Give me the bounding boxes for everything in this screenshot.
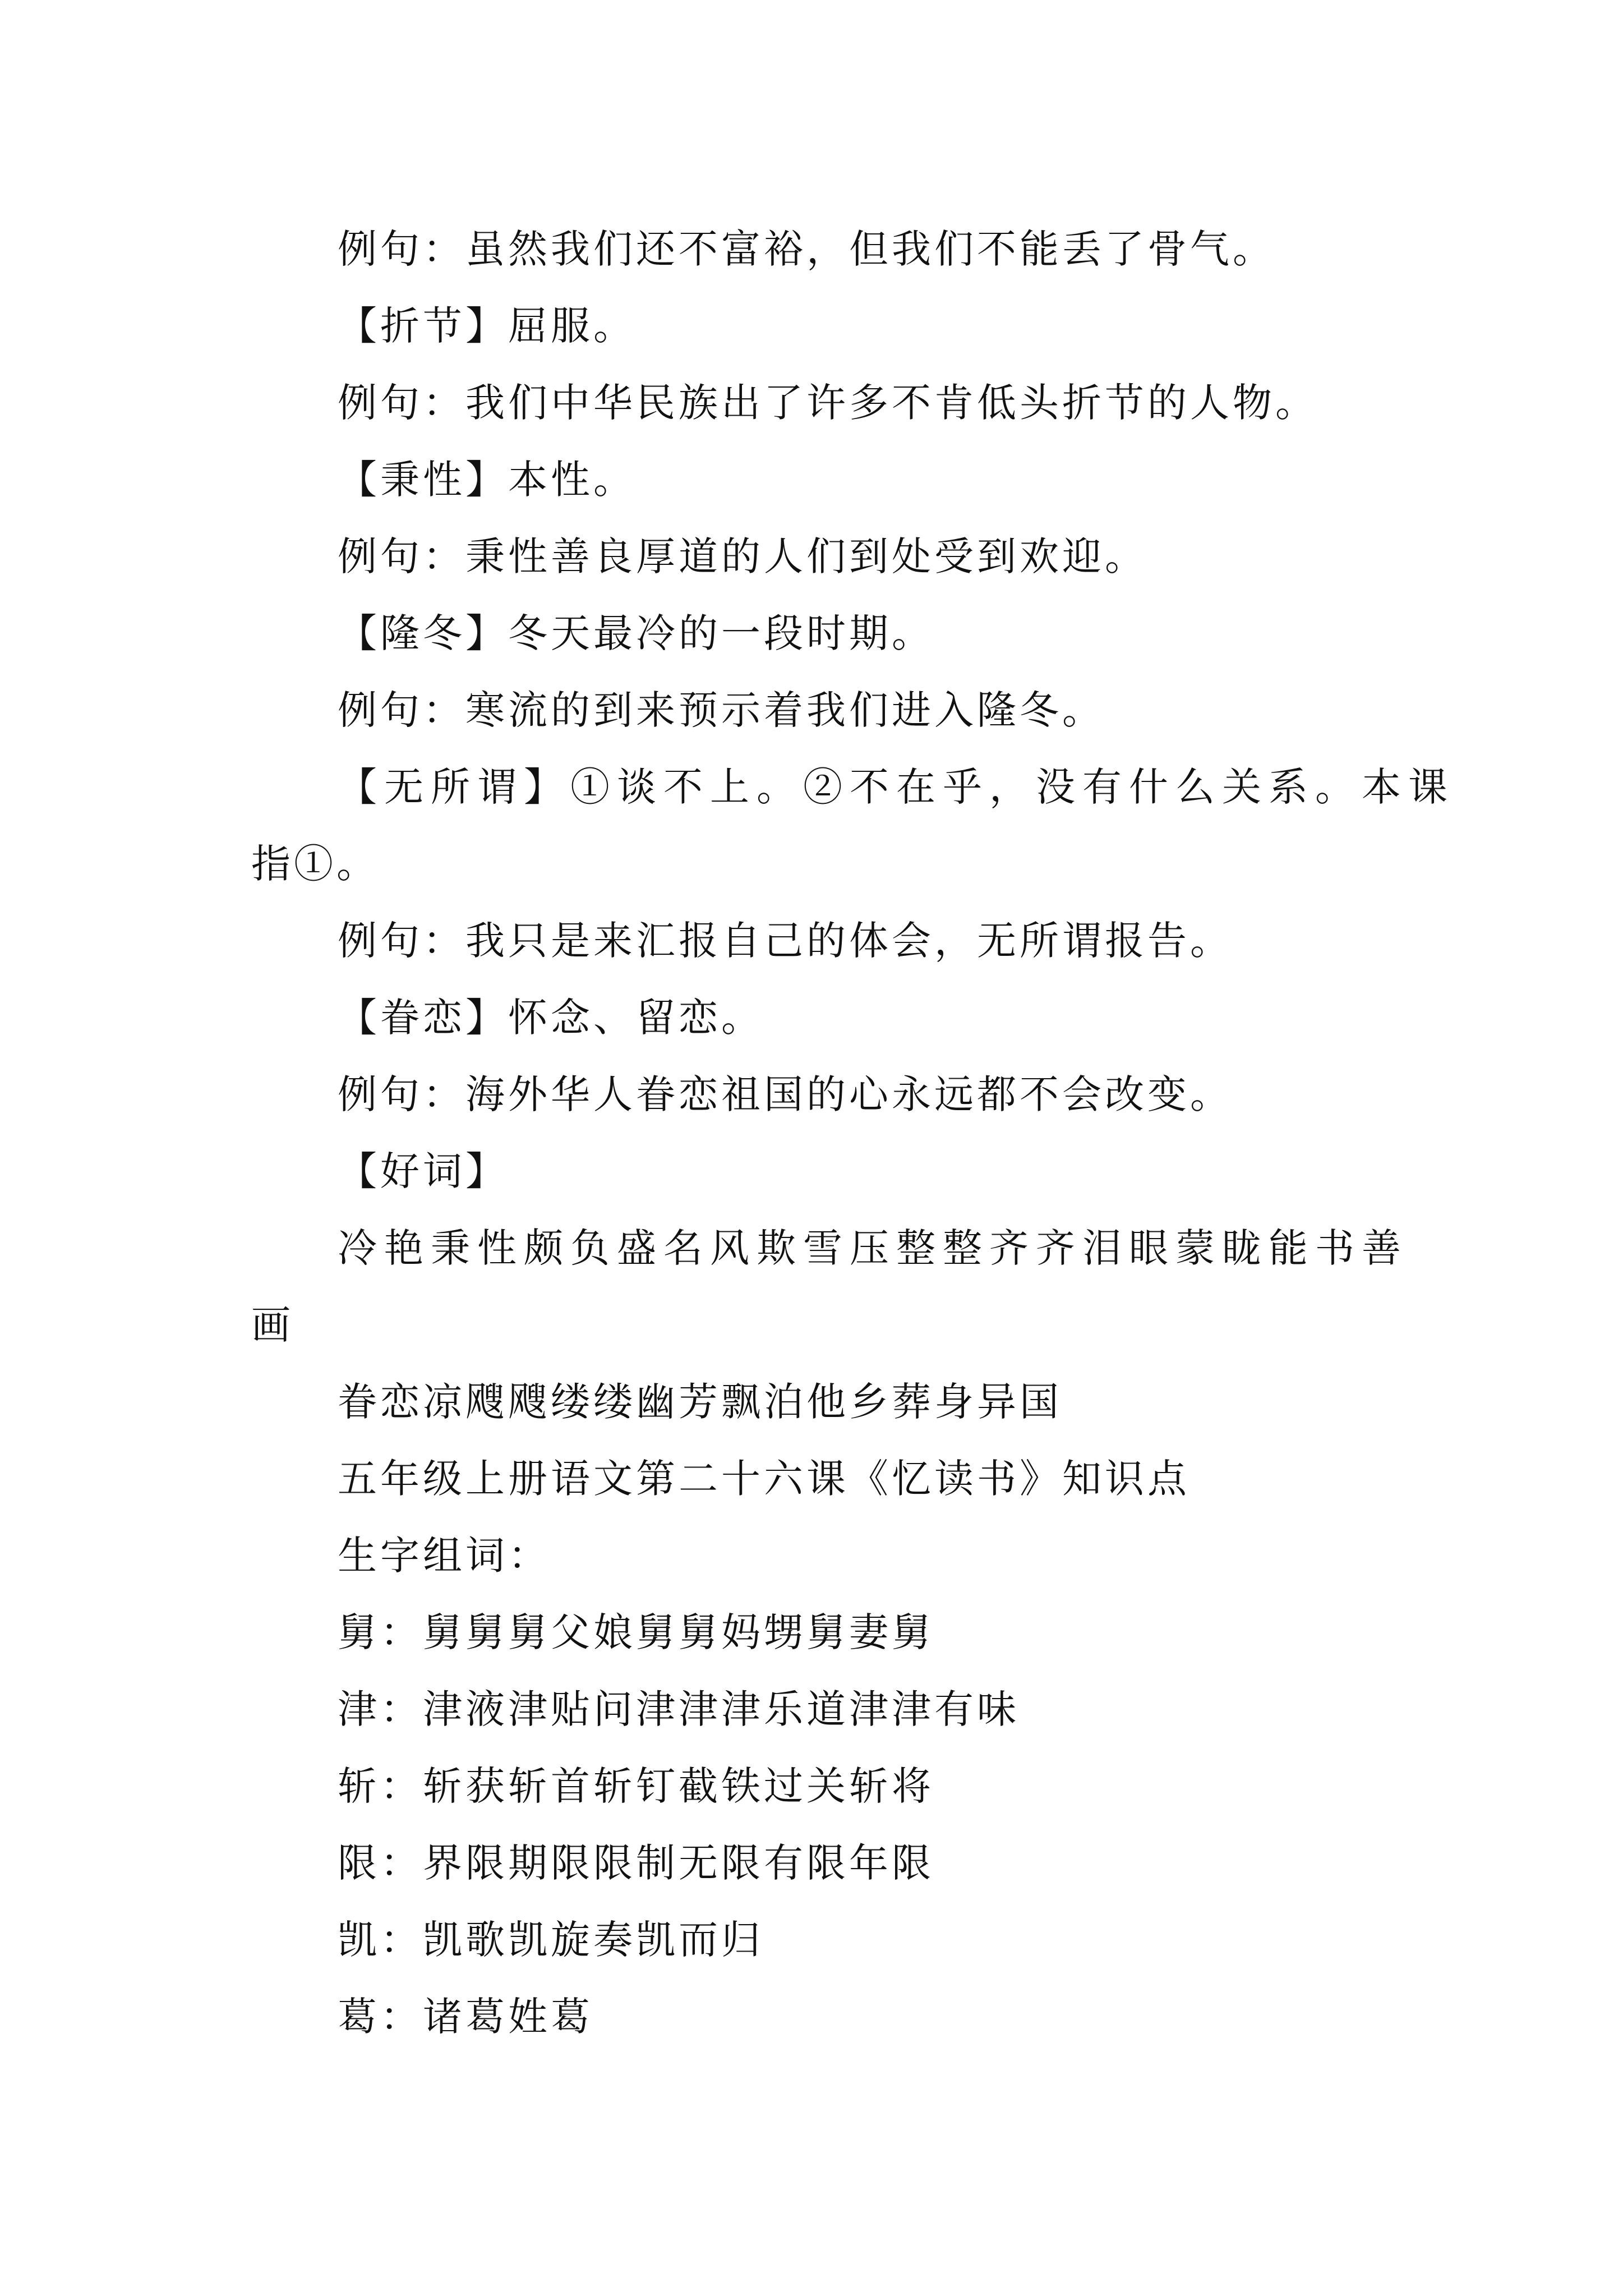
word-group-jin: 津：津液津贴问津津津乐道津津有味 <box>338 1686 1020 1732</box>
word-group-jiu: 舅：舅舅舅父娘舅舅妈甥舅妻舅 <box>338 1609 934 1655</box>
example-sentence-guqi: 例句：虽然我们还不富裕，但我们不能丢了骨气。 <box>338 226 1275 272</box>
vocab-entry-longdong: 【隆冬】冬天最冷的一段时期。 <box>338 610 934 656</box>
word-group-ge: 葛：诸葛姓葛 <box>338 1994 593 2040</box>
example-sentence-juanlian: 例句：海外华人眷恋祖国的心永远都不会改变。 <box>338 1071 1233 1117</box>
good-words-line-1-continued: 画 <box>251 1302 294 1348</box>
good-words-heading: 【好词】 <box>338 1148 508 1194</box>
word-group-xian: 限：界限期限限制无限有限年限 <box>338 1840 934 1886</box>
document-body <box>251 211 1455 2055</box>
good-words-line-2: 眷恋凉飕飕缕缕幽芳飘泊他乡葬身异国 <box>338 1379 1062 1425</box>
vocab-entry-zhejie: 【折节】屈服。 <box>338 303 636 349</box>
example-sentence-longdong: 例句：寒流的到来预示着我们进入隆冬。 <box>338 687 1105 733</box>
good-words-line-1: 冷艳秉性颇负盛名风欺雪压整整齐齐泪眼蒙眬能书善 <box>338 1225 1408 1271</box>
example-sentence-zhejie: 例句：我们中华民族出了许多不肯低头折节的人物。 <box>338 380 1318 426</box>
vocab-entry-bingxing: 【秉性】本性。 <box>338 457 636 503</box>
word-group-kai: 凯：凯歌凯旋奏凯而归 <box>338 1917 764 1963</box>
example-sentence-wusuowei: 例句：我只是来汇报自己的体会，无所谓报告。 <box>338 918 1233 964</box>
lesson-title: 五年级上册语文第二十六课《忆读书》知识点 <box>338 1456 1190 1502</box>
example-sentence-bingxing: 例句：秉性善良厚道的人们到处受到欢迎。 <box>338 533 1147 579</box>
vocab-entry-wusuowei-continued: 指①。 <box>251 841 379 887</box>
vocab-entry-wusuowei: 【无所谓】①谈不上。②不在乎，没有什么关系。本课 <box>338 764 1455 810</box>
section-heading-new-words: 生字组词： <box>338 1533 551 1579</box>
word-group-zhan: 斩：斩获斩首斩钉截铁过关斩将 <box>338 1763 934 1809</box>
vocab-entry-juanlian: 【眷恋】怀念、留恋。 <box>338 995 764 1041</box>
